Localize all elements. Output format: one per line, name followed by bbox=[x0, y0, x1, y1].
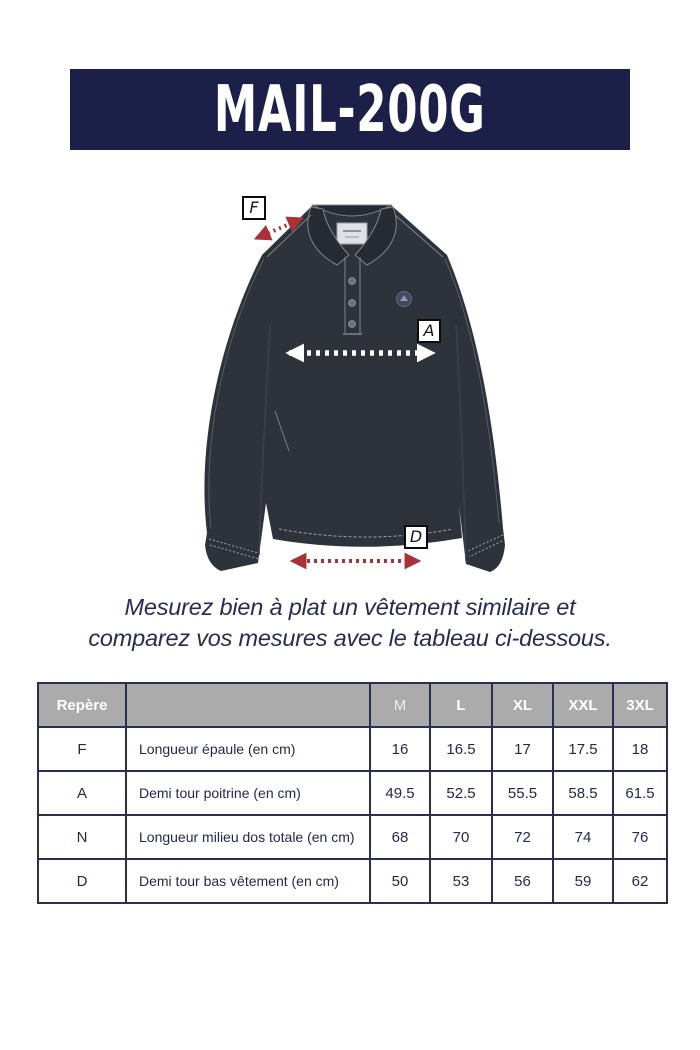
cell-value: 56 bbox=[492, 859, 553, 903]
button-2 bbox=[349, 300, 356, 307]
cell-value: 58.5 bbox=[553, 771, 613, 815]
cell-value: 16 bbox=[370, 727, 430, 771]
measure-label-d: D bbox=[404, 525, 428, 549]
header-size-m: M bbox=[370, 683, 430, 727]
cell-value: 49.5 bbox=[370, 771, 430, 815]
row-code: N bbox=[38, 815, 126, 859]
instructions-line-2: comparez vos mesures avec le tableau ci-dessous. bbox=[88, 625, 612, 651]
cell-value: 17.5 bbox=[553, 727, 613, 771]
cell-value: 70 bbox=[430, 815, 492, 859]
header-description bbox=[126, 683, 370, 727]
button-1 bbox=[349, 278, 356, 285]
table-header-row bbox=[38, 683, 667, 727]
cell-value: 50 bbox=[370, 859, 430, 903]
header-size-xxl: XXL bbox=[553, 683, 613, 727]
cell-value: 62 bbox=[613, 859, 667, 903]
table-row-f bbox=[38, 727, 667, 771]
table-row-a bbox=[38, 771, 667, 815]
cell-value: 53 bbox=[430, 859, 492, 903]
measure-label-a: A bbox=[417, 319, 441, 343]
row-code: F bbox=[38, 727, 126, 771]
cell-value: 18 bbox=[613, 727, 667, 771]
size-chart-table bbox=[37, 682, 668, 904]
cell-value: 61.5 bbox=[613, 771, 667, 815]
product-banner bbox=[70, 69, 630, 150]
cell-value: 76 bbox=[613, 815, 667, 859]
row-label: Longueur milieu dos totale (en cm) bbox=[126, 815, 370, 859]
cell-value: 74 bbox=[553, 815, 613, 859]
header-size-3xl: 3XL bbox=[613, 683, 667, 727]
measure-label-f: F bbox=[242, 196, 266, 220]
cell-value: 55.5 bbox=[492, 771, 553, 815]
cell-value: 72 bbox=[492, 815, 553, 859]
instructions-line-1: Mesurez bien à plat un vêtement similaire et bbox=[124, 594, 576, 620]
row-code: D bbox=[38, 859, 126, 903]
button-3 bbox=[349, 321, 356, 328]
cell-value: 16.5 bbox=[430, 727, 492, 771]
table-row-n bbox=[38, 815, 667, 859]
row-code: A bbox=[38, 771, 126, 815]
row-label: Longueur épaule (en cm) bbox=[126, 727, 370, 771]
polo-shirt-illustration bbox=[185, 193, 525, 593]
cell-value: 59 bbox=[553, 859, 613, 903]
row-label: Demi tour bas vêtement (en cm) bbox=[126, 859, 370, 903]
cell-value: 17 bbox=[492, 727, 553, 771]
cell-value: 52.5 bbox=[430, 771, 492, 815]
header-repere: Repère bbox=[38, 683, 126, 727]
table-row-d bbox=[38, 859, 667, 903]
header-size-xl: XL bbox=[492, 683, 553, 727]
measurement-diagram bbox=[185, 193, 525, 593]
cell-value: 68 bbox=[370, 815, 430, 859]
product-title: MAIL-200G bbox=[214, 72, 486, 147]
measure-instructions bbox=[0, 592, 700, 654]
row-label: Demi tour poitrine (en cm) bbox=[126, 771, 370, 815]
neck-label-tag bbox=[337, 223, 367, 244]
header-size-l: L bbox=[430, 683, 492, 727]
